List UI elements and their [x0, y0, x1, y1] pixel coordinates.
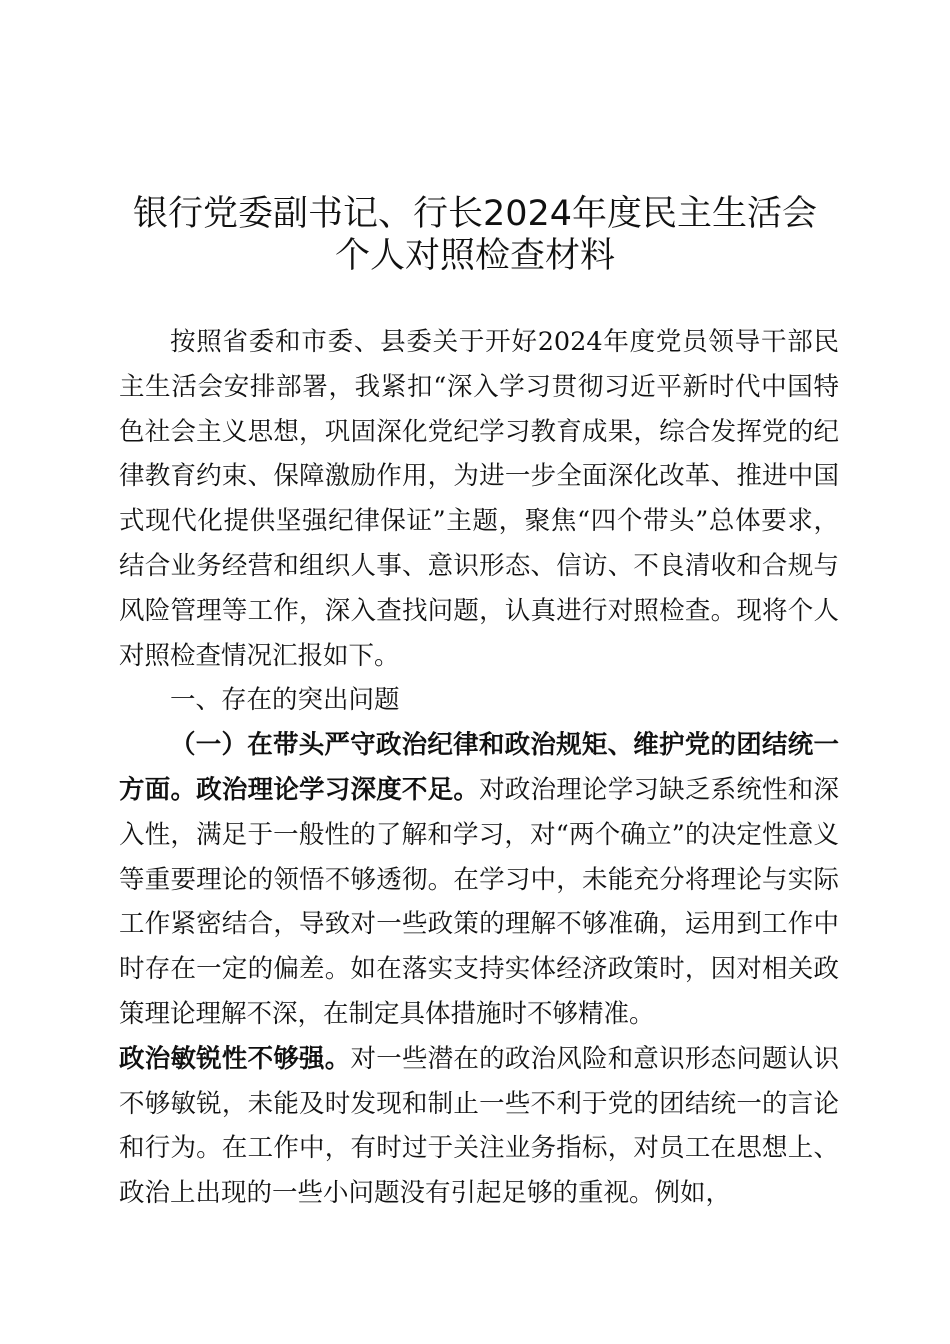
- document-title-line-2: 个人对照检查材料: [334, 236, 615, 276]
- document-body: [119, 320, 839, 1216]
- subsection-paragraph: [119, 723, 839, 1037]
- point-title-2: 政治敏锐性不够强。: [119, 1043, 351, 1074]
- subsection-heading: （一）在带头严守政治纪律和政治规矩、维护党的团结统一方面。: [119, 730, 839, 805]
- point-paragraph-2: [119, 1037, 839, 1216]
- section-heading: 一、存在的突出问题: [170, 685, 400, 716]
- point-text-1: 对政治理论学习缺乏系统性和深入性，满足于一般性的了解和学习，对“两个确立”的决定性意义等重要理论的领悟不够透彻。在学习中，未能充分将理论与实际工作紧密结合，导致对一些政策的理解不够准确，运用到工作中时存在一定的偏差。如在落实支持实体经济政策时，因对相关政策理论理解不深，在制定具体措施时不够精准。: [119, 774, 839, 1029]
- document-title-line-1: 银行党委副书记、行长2024年度民主生活会: [132, 194, 818, 234]
- point-text-2: 对一些潜在的政治风险和意识形态问题认识不够敏锐，未能及时发现和制止一些不利于党的团结统一的言论和行为。在工作中，有时过于关注业务指标，对员工在思想上、政治上出现的一些小问题没有引起足够的重视。例如，: [119, 1043, 839, 1209]
- point-title-1: 政治理论学习深度不足。: [196, 774, 480, 805]
- intro-paragraph: 按照省委和市委、县委关于开好2024年度党员领导干部民主生活会安排部署，我紧扣“深入学习贯彻习近平新时代中国特色社会主义思想，巩固深化党纪学习教育成果，综合发挥党的纪律教育约束、保障激励作用，为进一步全面深化改革、推进中国式现代化提供坚强纪律保证”主题，聚焦“四个带头”总体要求，结合业务经营和组织人事、意识形态、信访、不良清收和合规与风险管理等工作，深入查找问题，认真进行对照检查。现将个人对照检查情况汇报如下。: [119, 327, 839, 671]
